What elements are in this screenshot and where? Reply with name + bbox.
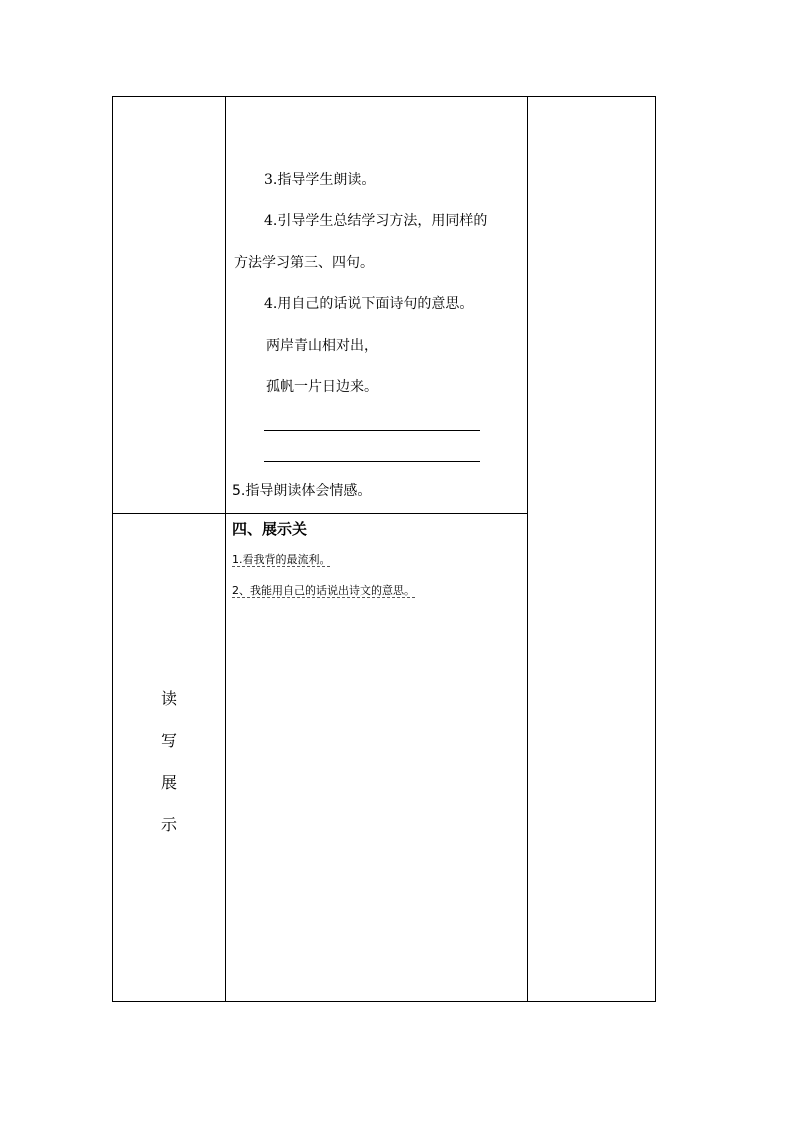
section-label-char-4: 示 (161, 815, 178, 834)
table-bottom-border (112, 1001, 656, 1002)
step-4a-number: 4. (264, 213, 278, 229)
table-right-border (655, 96, 656, 1002)
answer-blank-1 (264, 430, 480, 431)
step-4a (264, 212, 487, 230)
column-divider-1 (225, 96, 226, 1002)
step-3-text: 指导学生朗读。 (277, 172, 376, 188)
step-5: 5.指导朗读体会情感。 (232, 483, 372, 499)
section-label-char-1: 读 (161, 689, 178, 708)
row-divider (112, 513, 528, 514)
step-4b-number: 4. (264, 296, 278, 312)
section-heading: 四、展示关 (232, 520, 308, 538)
step-3-number: 3. (264, 172, 278, 188)
step-4b (264, 295, 473, 313)
poem-line-2: 孤帆一片日边来。 (266, 379, 378, 395)
section-label-char-3: 展 (161, 773, 178, 792)
table-left-border (112, 96, 113, 1002)
step-4a-continuation: 方法学习第三、四句。 (234, 255, 374, 271)
display-item-2: 2、我能用自己的话说出诗文的意思。 (232, 584, 415, 597)
table-top-border (112, 96, 656, 97)
display-item-1: 1.看我背的最流利。 (232, 553, 331, 566)
answer-blank-2 (264, 461, 480, 462)
step-4b-text: 用自己的话说下面诗句的意思。 (277, 296, 474, 312)
section-label-char-2: 写 (161, 731, 178, 750)
step-3 (264, 171, 375, 189)
poem-line-1: 两岸青山相对出， (266, 338, 378, 354)
column-divider-2 (527, 96, 528, 1002)
step-4a-text: 引导学生总结学习方法，用同样的 (277, 213, 488, 229)
lesson-plan-table (112, 96, 656, 1002)
